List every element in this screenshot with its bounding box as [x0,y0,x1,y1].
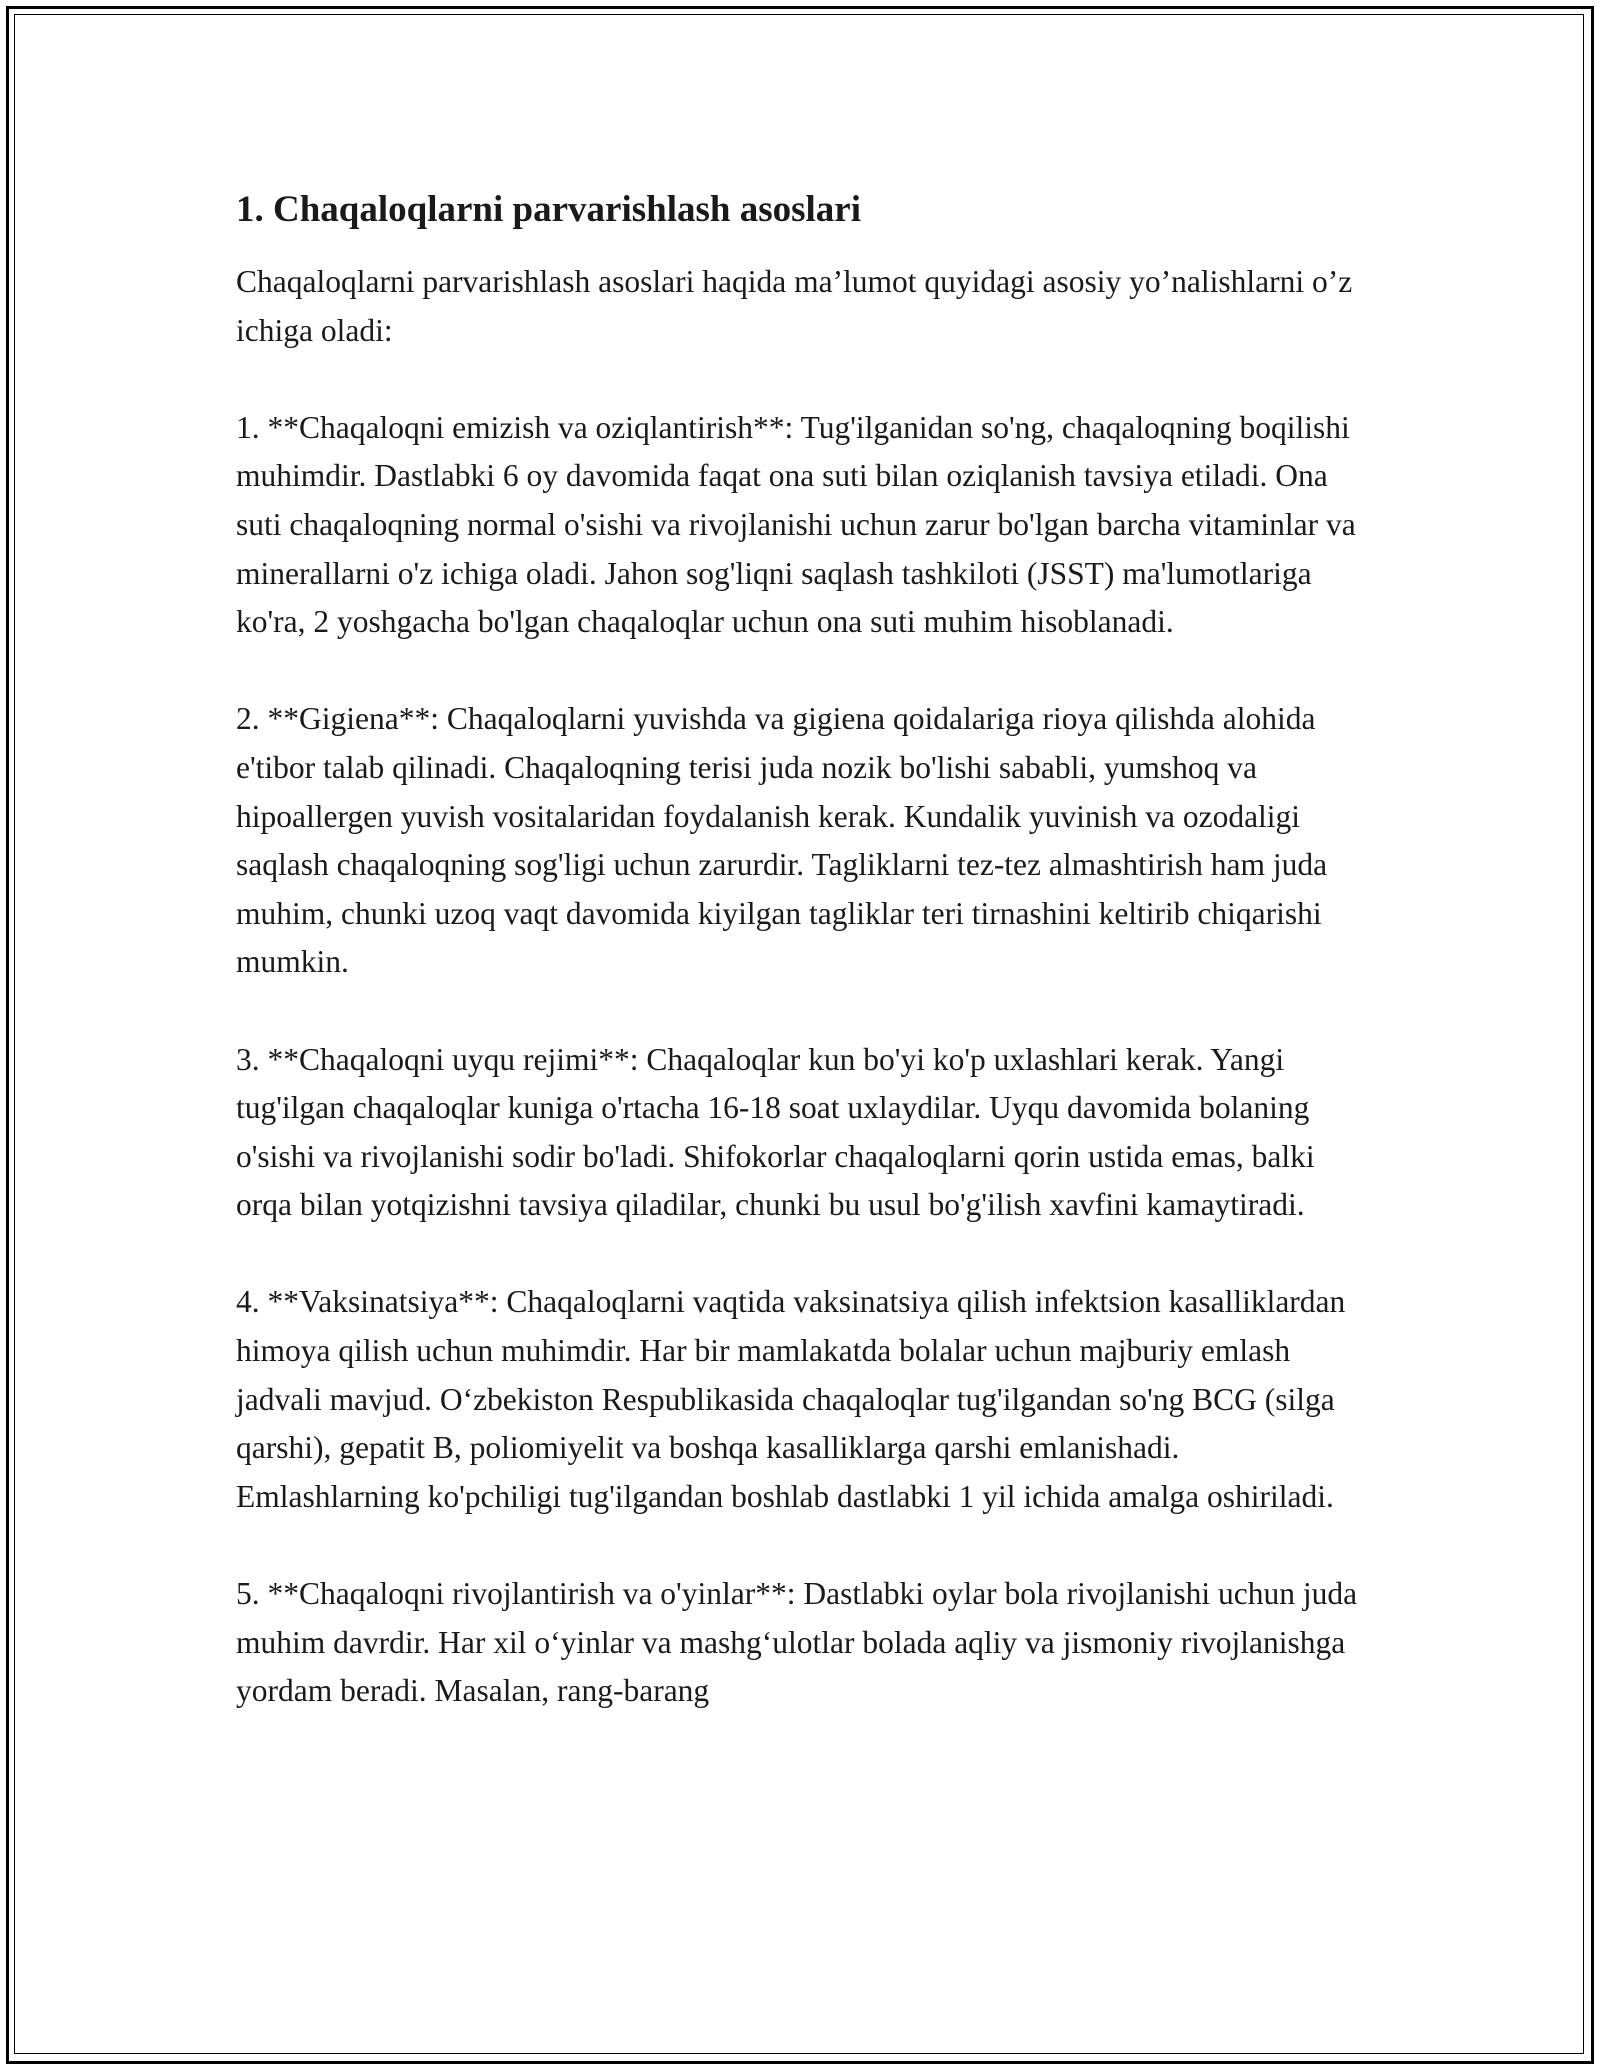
section-vaccination-paragraph: 4. **Vaksinatsiya**: Chaqaloqlarni vaqtida vaksinatsiya qilish infektsion kasalliklardan himoya qilish uchun muhimdir. Har bir mamlakatda bolalar uchun majburiy emlash jadvali mavjud. O‘zbekiston Respublikasida chaqaloqlar tug'ilgandan so'ng BCG (silga qarshi), gepatit B, poliomiyelit va boshqa kasalliklarga qarshi emlanishadi. Emlashlarning ko'pchiligi tug'ilgandan boshlab dastlabki 1 yil ichida amalga oshiriladi. [236,1284,1346,1514]
page-title: 1. Chaqaloqlarni parvarishlash asoslari [236,189,862,230]
section-development-paragraph: 5. **Chaqaloqni rivojlantirish va o'yinlar**: Dastlabki oylar bola rivojlanishi uchun juda muhim davrdir. Har xil o‘yinlar va mashg‘ulotlar bolada aqliy va jismoniy rivojlanishga yordam beradi. Masalan, rang-barang [236,1576,1358,1709]
intro-paragraph: Chaqaloqlarni parvarishlash asoslari haqida ma’lumot quyidagi asosiy yo’nalishlarni o’z ichiga oladi: [236,264,1353,348]
document-body [236,184,1366,1764]
section-hygiene-paragraph: 2. **Gigiena**: Chaqaloqlarni yuvishda va gigiena qoidalariga rioya qilishda alohida e'tibor talab qilinadi. Chaqaloqning terisi juda nozik bo'lishi sababli, yumshoq va hipoallergen yuvish vositalaridan foydalanish kerak. Kundalik yuvinish va ozodaligi saqlash chaqaloqning sog'ligi uchun zarurdir. Tagliklarni tez-tez almashtirish ham juda muhim, chunki uzoq vaqt davomida kiyilgan tagliklar teri tirnashini keltirib chiqarishi mumkin. [236,701,1328,980]
section-breastfeeding-paragraph: 1. **Chaqaloqni emizish va oziqlantirish**: Tug'ilganidan so'ng, chaqaloqning boqilishi muhimdir. Dastlabki 6 oy davomida faqat ona suti bilan oziqlanish tavsiya etiladi. Ona suti chaqaloqning normal o'sishi va rivojlanishi uchun zarur bo'lgan barcha vitaminlar va minerallarni o'z ichiga oladi. Jahon sog'liqni saqlash tashkiloti (JSST) ma'lumotlariga ko'ra, 2 yoshgacha bo'lgan chaqaloqlar uchun ona suti muhim hisoblanadi. [236,409,1356,640]
section-sleep-paragraph: 3. **Chaqaloqni uyqu rejimi**: Chaqaloqlar kun bo'yi ko'p uxlashlari kerak. Yangi tug'ilgan chaqaloqlar kuniga o'rtacha 16-18 soat uxlaydilar. Uyqu davomida bolaning o'sishi va rivojlanishi sodir bo'ladi. Shifokorlar chaqaloqlarni qorin ustida emas, balki orqa bilan yotqizishni tavsiya qiladilar, chunki bu usul bo'g'ilish xavfini kamaytiradi. [236,1041,1315,1223]
